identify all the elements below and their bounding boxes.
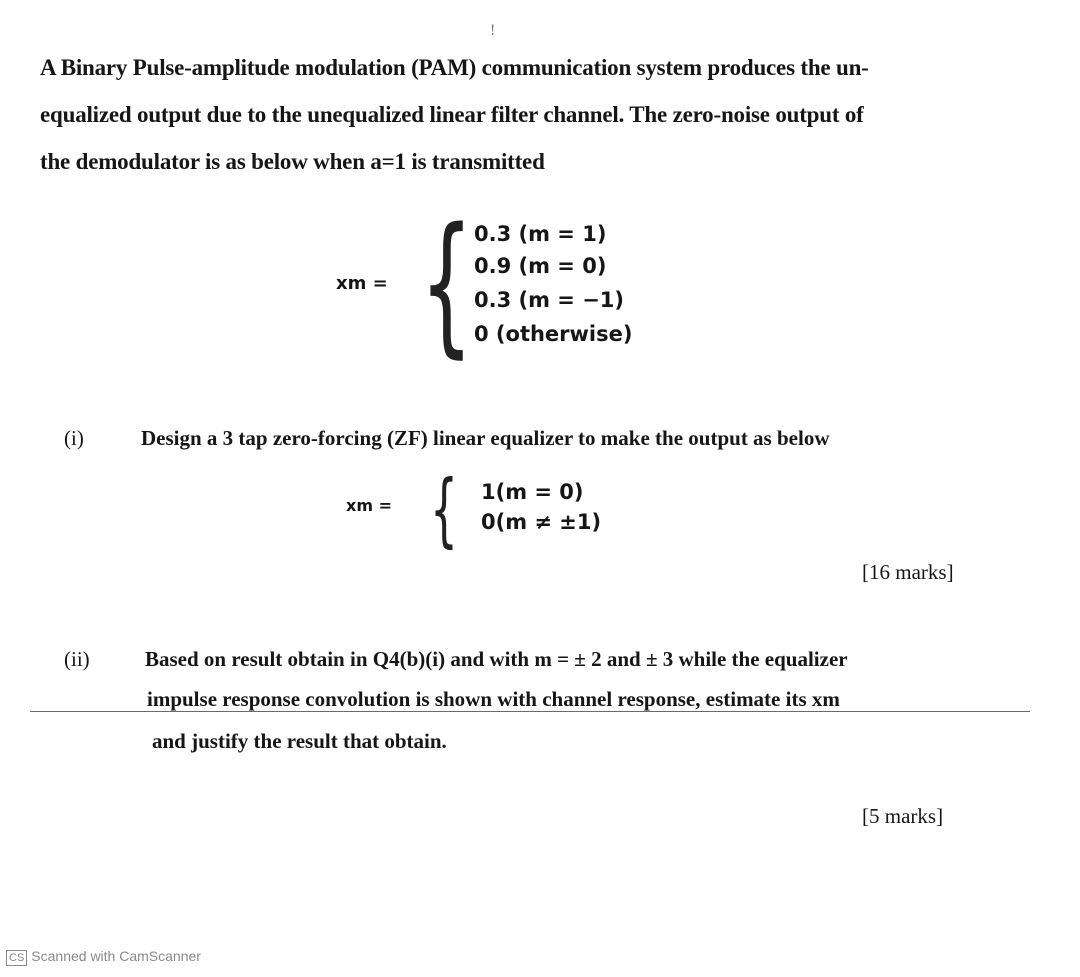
part-text: Design a 3 tap zero-forcing (ZF) linear equalizer to make the output as below [141, 426, 830, 450]
case-line: 0(m ≠ ±1) [481, 510, 602, 534]
marks-label: [16 marks] [862, 560, 954, 584]
intro-line-3: the demodulator is as below when a=1 is transmitted [40, 149, 545, 174]
scanner-watermark [6, 948, 201, 966]
header-mark: ! [490, 22, 496, 39]
intro-line-2: equalized output due to the unequalized linear filter channel. The zero-noise output of [40, 102, 864, 127]
case-line: 0 (otherwise) [474, 322, 633, 346]
part-text-line: impulse response convolution is shown with channel response, estimate its xm [147, 687, 840, 711]
case-line: 1(m = 0) [481, 480, 584, 504]
watermark-text: Scanned with CamScanner [31, 948, 201, 964]
case-line: 0.3 (m = 1) [474, 222, 607, 246]
camscanner-logo-icon: CS [6, 950, 27, 966]
part-number: (i) [64, 426, 84, 450]
marks-label: [5 marks] [862, 804, 944, 828]
part-text-line: Based on result obtain in Q4(b)(i) and with m = ± 2 and ± 3 while the equalizer [145, 647, 848, 671]
case-line: 0.9 (m = 0) [474, 254, 607, 278]
part-text-line: and justify the result that obtain. [152, 729, 447, 753]
left-brace-icon: { [420, 195, 474, 372]
intro-line-1: A Binary Pulse-amplitude modulation (PAM) communication system produces the un- [40, 55, 869, 80]
equation-lhs: xm = [346, 496, 392, 515]
equation-lhs: xm = [336, 273, 388, 294]
case-line: 0.3 (m = −1) [474, 288, 625, 312]
part-number: (ii) [64, 647, 90, 671]
left-brace-icon: { [430, 463, 458, 556]
